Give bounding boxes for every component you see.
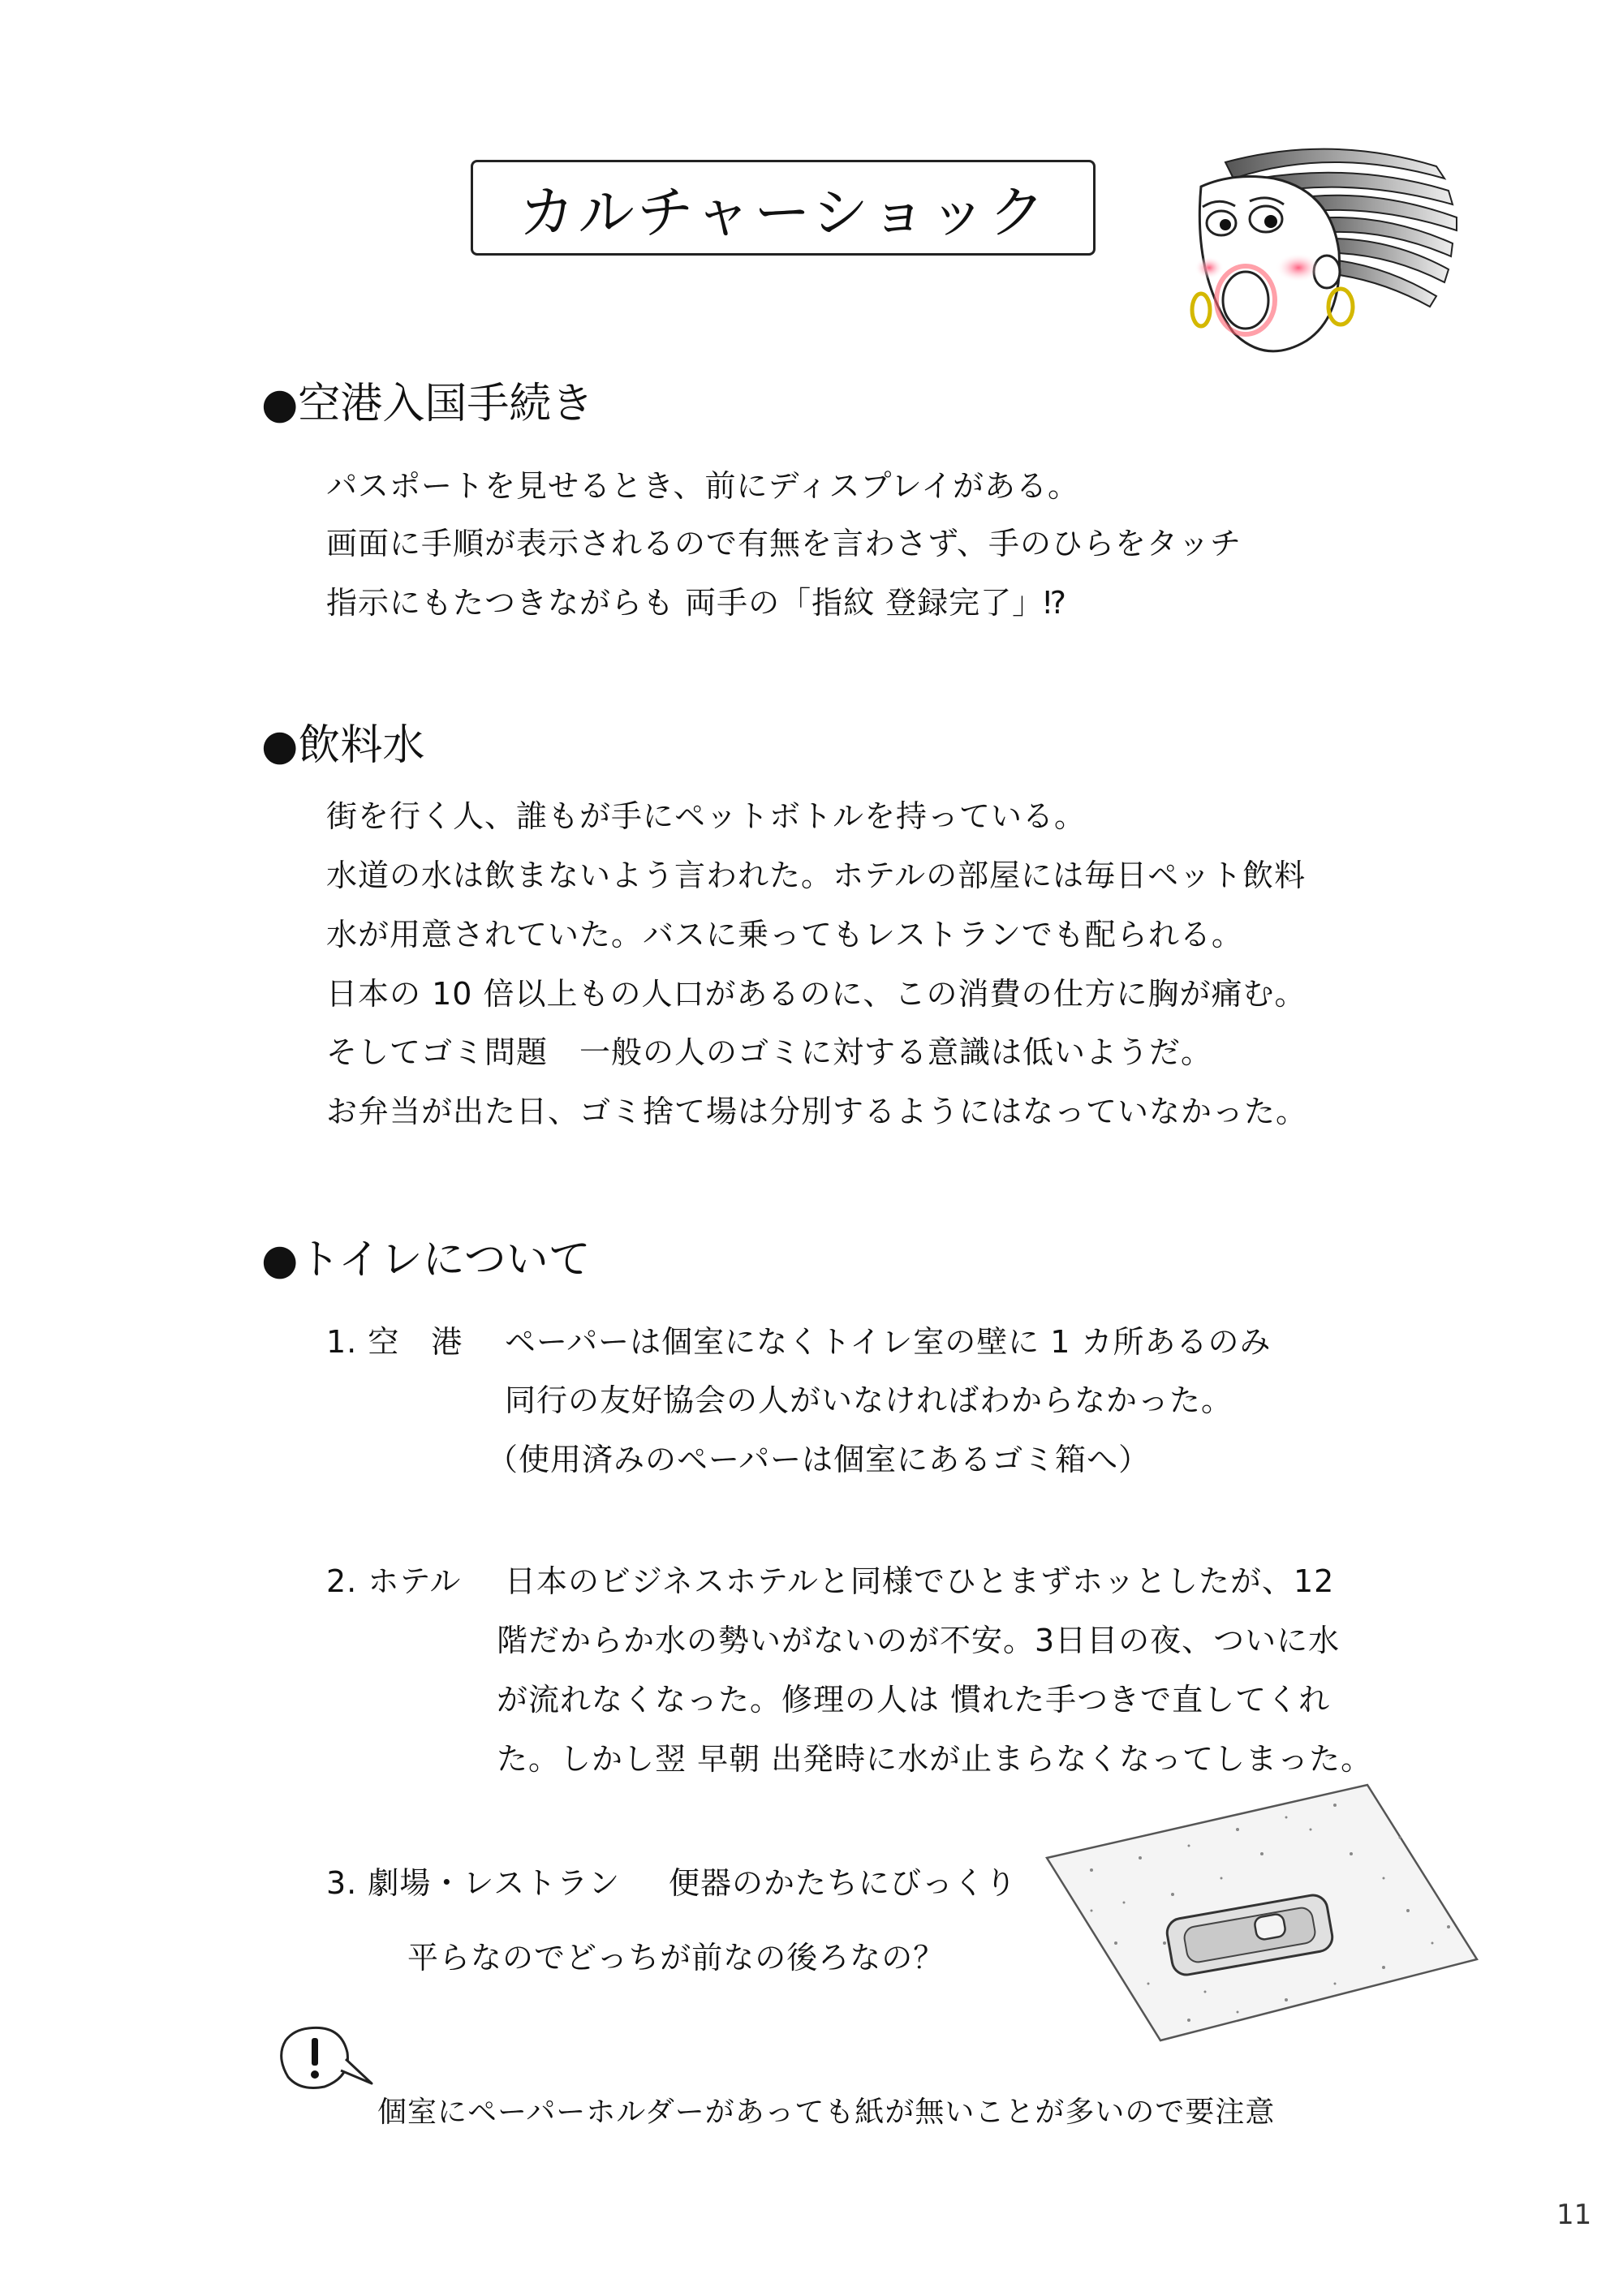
section-text-line: 画面に手順が表示されるので有無を言わさず、手のひらをタッチ (326, 526, 1242, 561)
toilet-item-line: が流れなくなった。修理の人は 慣れた手つきで直してくれ (497, 1682, 1331, 1718)
caution-note: 個室にペーパーホルダーがあっても紙が無いことが多いので要注意 (377, 2096, 1276, 2129)
toilet-item-line: （使用済みのペーパーは個室にあるゴミ箱へ） (487, 1442, 1151, 1477)
toilet-item-line: 便器のかたちにびっくり (669, 1865, 1018, 1901)
toilet-item-line: た。しかし翌 早朝 出発時に水が止まらなくなってしまった。 (497, 1741, 1373, 1777)
toilet-item-line: 階だからか水の勢いがないのが不安。3日目の夜、ついに水 (497, 1623, 1341, 1658)
page-title: カルチャーショック (471, 160, 1096, 256)
section-heading-immigration: ●空港入国手続き (261, 380, 594, 428)
page-number: 11 (1556, 2199, 1592, 2231)
toilet-item-line: 平らなのでどっちが前なの後ろなの？ (407, 1940, 945, 1976)
section-text-line: 指示にもたつきながらも 両手の「指紋 登録完了」⁉ (326, 585, 1068, 621)
toilet-item-label-airport: 1. 空 港 (326, 1324, 463, 1360)
section-text-line: 水道の水は飲まないよう言われた。ホテルの部屋には毎日ペット飲料 (326, 858, 1307, 893)
section-heading-drinking-water: ●飲料水 (261, 721, 425, 770)
surprised-woman-illustration (1169, 130, 1493, 373)
squat-toilet-sketch (1043, 1781, 1481, 2049)
section-text-line: パスポートを見せるとき、前にディスプレイがある。 (326, 468, 1080, 504)
section-text-line: 街を行く人、誰もが手にペットボトルを持っている。 (326, 798, 1087, 834)
exclamation-bubble-icon (276, 2020, 381, 2101)
toilet-item-line: 同行の友好協会の人がいなければわからなかった。 (505, 1382, 1233, 1418)
toilet-item-line: ペーパーは個室になくトイレ室の壁に 1 カ所あるのみ (505, 1324, 1272, 1360)
toilet-item-label-theater: 3. 劇場・レストラン (326, 1865, 621, 1901)
section-text-line: 日本の 10 倍以上もの人口があるのに、この消費の仕方に胸が痛む。 (326, 976, 1307, 1012)
section-text-line: そしてゴミ問題 一般の人のゴミに対する意識は低いようだ。 (326, 1034, 1213, 1070)
toilet-item-line: 日本のビジネスホテルと同様でひとまずホッとしたが、12 (505, 1563, 1335, 1599)
section-text-line: 水が用意されていた。バスに乗ってもレストランでも配られる。 (326, 917, 1243, 952)
section-text-line: お弁当が出た日、ゴミ捨て場は分別するようにはなっていなかった。 (326, 1094, 1308, 1129)
section-heading-toilet: ●トイレについて (261, 1236, 591, 1284)
toilet-item-label-hotel: 2. ホテル (326, 1563, 462, 1599)
